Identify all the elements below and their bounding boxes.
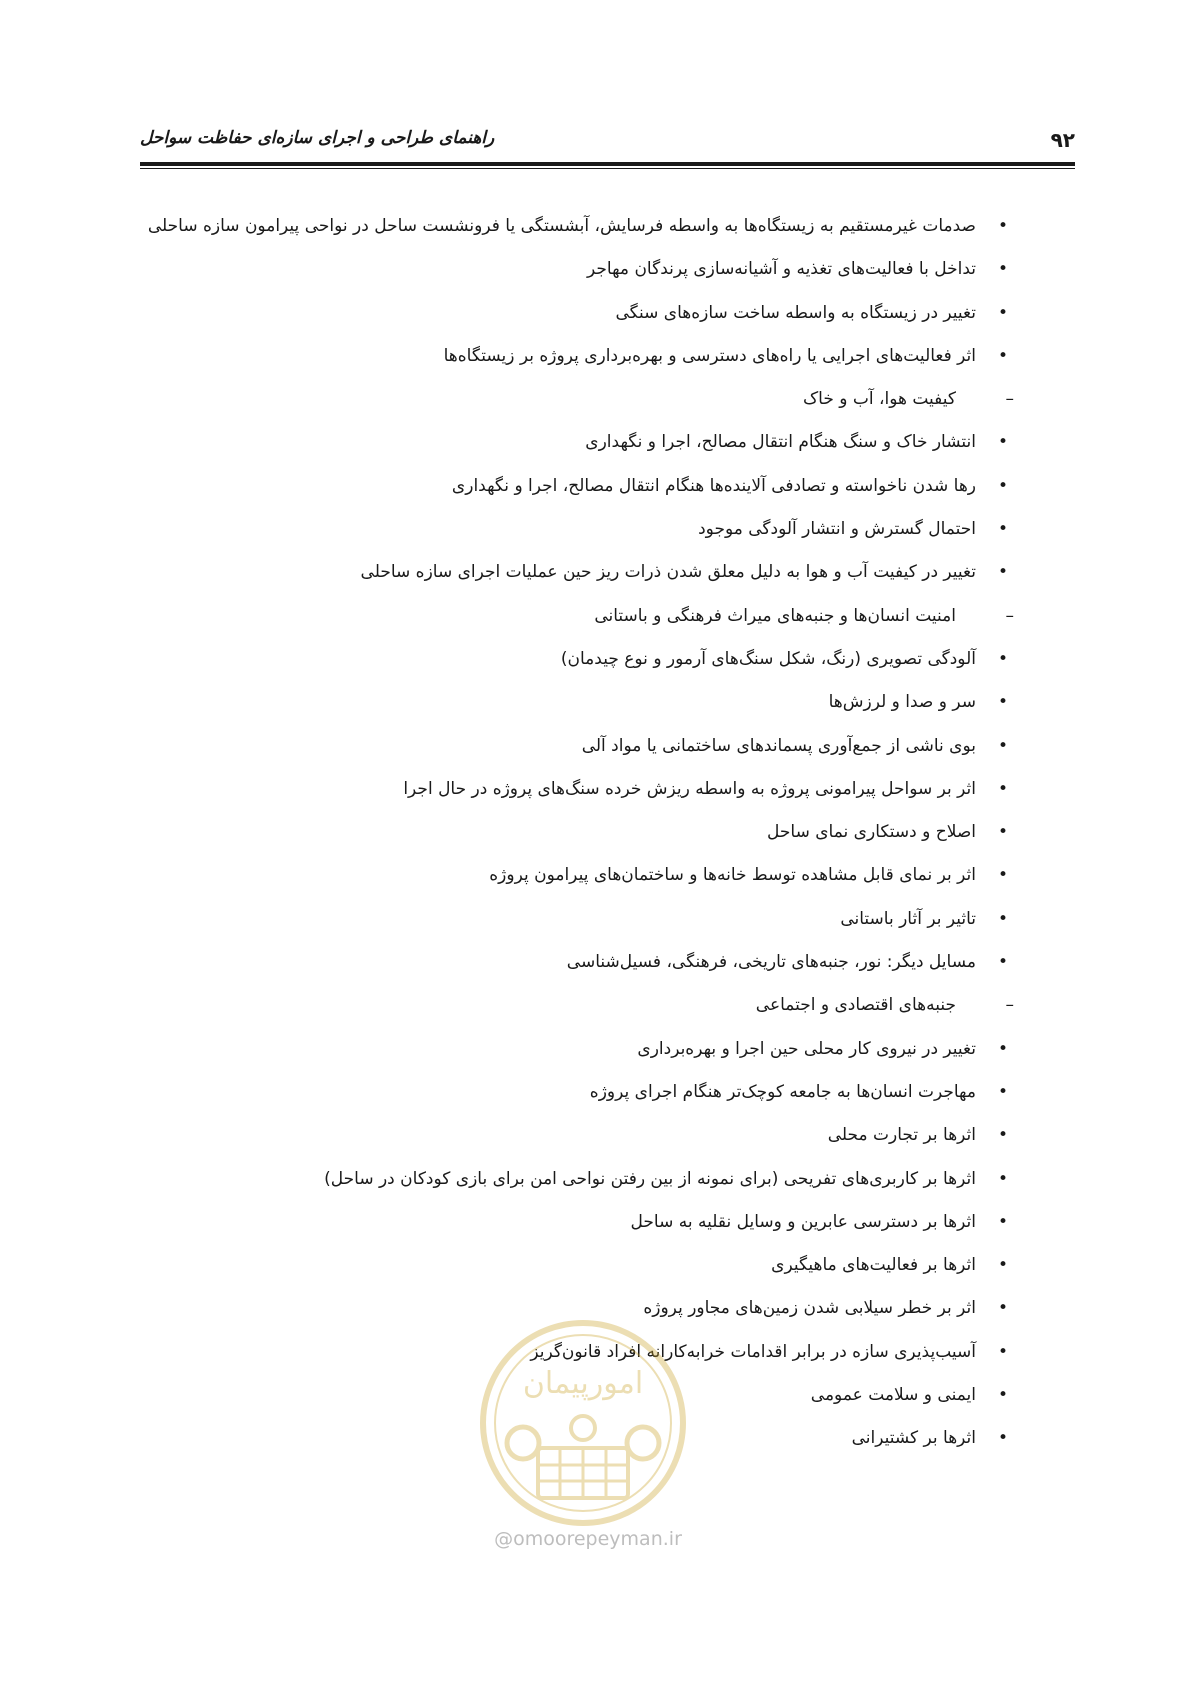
bullet-marker: • — [997, 1125, 1008, 1146]
item-text: اثرها بر تجارت محلی — [827, 1125, 976, 1146]
bullet-marker: • — [997, 562, 1008, 583]
item-text: جنبه‌های اقتصادی و اجتماعی — [755, 995, 956, 1016]
item-text: اصلاح و دستکاری نمای ساحل — [767, 822, 976, 843]
running-title: راهنمای طراحی و اجرای سازه‌ای حفاظت سواحل — [140, 128, 495, 148]
bullet-marker: • — [997, 475, 1008, 496]
bullet-item — [147, 213, 1008, 256]
dash-marker: – — [1005, 605, 1014, 626]
header-rule-thin — [140, 168, 1075, 169]
bullet-marker: • — [997, 1168, 1008, 1189]
bullet-marker: • — [997, 778, 1008, 799]
bullet-item — [186, 256, 1006, 299]
bullet-item — [186, 776, 1006, 819]
item-text: اثر بر خطر سیلابی شدن زمین‌های مجاور پروژه — [643, 1298, 976, 1319]
item-text: تغییر در نیروی کار محلی حین اجرا و بهره‌برداری — [637, 1038, 976, 1059]
item-text: صدمات غیرمستقیم به زیستگاه‌ها به واسطه فرسایش، آبشستگی یا فرونشست ساحل در نواحی پیرامون سازه ساحلی — [147, 216, 976, 236]
bullet-marker: • — [997, 648, 1008, 669]
bullet-marker: • — [997, 692, 1008, 713]
item-text: تغییر در کیفیت آب و هوا به دلیل معلق شدن ذرات ریز حین عملیات اجرای سازه ساحلی — [360, 562, 976, 583]
bullet-item — [186, 949, 1006, 992]
page-number: ۹۲ — [1050, 128, 1075, 152]
item-text: اثر فعالیت‌های اجرایی یا راه‌های دسترسی و بهره‌برداری پروژه بر زیستگاه‌ها — [443, 345, 976, 366]
item-text: تغییر در زیستگاه به واسطه ساخت سازه‌های سنگی — [615, 302, 976, 323]
bullet-item — [186, 1252, 1006, 1295]
svg-text:امورپیمان: امورپیمان — [522, 1366, 644, 1401]
bullet-item — [186, 429, 1006, 472]
item-text: تاثیر بر آثار باستانی — [840, 908, 976, 929]
header-rule-thick — [140, 162, 1075, 166]
bullet-item — [186, 516, 1006, 559]
bullet-marker: • — [997, 259, 1008, 280]
item-text: تداخل با فعالیت‌های تغذیه و آشیانه‌سازی پرندگان مهاجر — [587, 259, 976, 280]
item-text: ایمنی و سلامت عمومی — [810, 1385, 976, 1406]
bullet-marker: • — [997, 345, 1008, 366]
item-text: مسایل دیگر: نور، جنبه‌های تاریخی، فرهنگی، فسیل‌شناسی — [566, 952, 976, 973]
section-heading — [186, 603, 1014, 646]
bullet-item — [186, 733, 1006, 776]
bullet-marker: • — [997, 519, 1008, 540]
bullet-item — [186, 1079, 1006, 1122]
item-text: سر و صدا و لرزش‌ها — [828, 692, 976, 713]
bullet-marker: • — [997, 1211, 1008, 1232]
section-heading — [186, 386, 1014, 429]
dash-marker: – — [1005, 995, 1014, 1016]
bullet-marker: • — [997, 822, 1008, 843]
item-text: اثرها بر دسترسی عابرین و وسایل نقلیه به ساحل — [630, 1211, 976, 1232]
item-text: انتشار خاک و سنگ هنگام انتقال مصالح، اجرا و نگهداری — [585, 432, 976, 453]
item-text: احتمال گسترش و انتشار آلودگی موجود — [698, 519, 976, 540]
bullet-item — [186, 819, 1006, 862]
bullet-item — [186, 906, 1006, 949]
item-text: رها شدن ناخواسته و تصادفی آلاینده‌ها هنگام انتقال مصالح، اجرا و نگهداری — [451, 475, 976, 496]
item-text: اثر بر نمای قابل مشاهده توسط خانه‌ها و ساختمان‌های پیرامون پروژه — [489, 865, 976, 886]
bullet-item — [186, 646, 1006, 689]
item-text: امنیت انسان‌ها و جنبه‌های میراث فرهنگی و باستانی — [594, 605, 956, 626]
item-text: آلودگی تصویری (رنگ، شکل سنگ‌های آرمور و نوع چیدمان) — [560, 648, 976, 669]
bullet-item — [186, 1166, 1006, 1209]
bullet-item — [186, 862, 1006, 905]
item-text: اثرها بر کشتیرانی — [851, 1428, 976, 1449]
bullet-marker: • — [997, 908, 1008, 929]
item-text: اثر بر سواحل پیرامونی پروژه به واسطه ریزش خرده سنگ‌های پروژه در حال اجرا — [403, 778, 976, 799]
item-text: مهاجرت انسان‌ها به جامعه کوچک‌تر هنگام اجرای پروژه — [589, 1081, 976, 1102]
bullet-item — [186, 343, 1006, 386]
bullet-item — [186, 473, 1006, 516]
bullet-marker: • — [997, 302, 1008, 323]
bullet-marker: • — [997, 1255, 1008, 1276]
bullet-marker: • — [997, 1038, 1008, 1059]
item-text: اثرها بر فعالیت‌های ماهیگیری — [771, 1255, 976, 1276]
page-header — [140, 118, 1075, 166]
section-heading — [186, 992, 1014, 1035]
bullet-marker: • — [997, 1341, 1008, 1362]
bullet-marker: • — [997, 1428, 1008, 1449]
bullet-marker: • — [997, 216, 1008, 236]
dash-marker: – — [1005, 389, 1014, 410]
bullet-marker: • — [997, 1298, 1008, 1319]
watermark-url: @omoorepeyman.ir — [494, 1528, 682, 1550]
bullet-item — [186, 689, 1006, 732]
bullet-marker: • — [997, 952, 1008, 973]
bullet-item — [186, 1122, 1006, 1165]
bullet-marker: • — [997, 432, 1008, 453]
item-text: کیفیت هوا، آب و خاک — [802, 389, 956, 410]
bullet-item — [186, 300, 1006, 343]
item-text: آسیب‌پذیری سازه در برابر اقدامات خرابه‌کارانه افراد قانون‌گریز — [530, 1341, 976, 1362]
bullet-item — [186, 1209, 1006, 1252]
bullet-marker: • — [997, 865, 1008, 886]
item-text: بوی ناشی از جمع‌آوری پسماندهای ساختمانی یا مواد آلی — [581, 735, 976, 756]
bullet-marker: • — [997, 1385, 1008, 1406]
body-list — [147, 213, 1014, 1469]
watermark-logo — [478, 1318, 688, 1528]
bullet-item — [186, 1036, 1006, 1079]
item-text: اثرها بر کاربری‌های تفریحی (برای نمونه از بین رفتن نواحی امن برای بازی کودکان در ساحل) — [324, 1168, 976, 1189]
bullet-marker: • — [997, 735, 1008, 756]
bullet-item — [186, 559, 1006, 602]
bullet-marker: • — [997, 1081, 1008, 1102]
